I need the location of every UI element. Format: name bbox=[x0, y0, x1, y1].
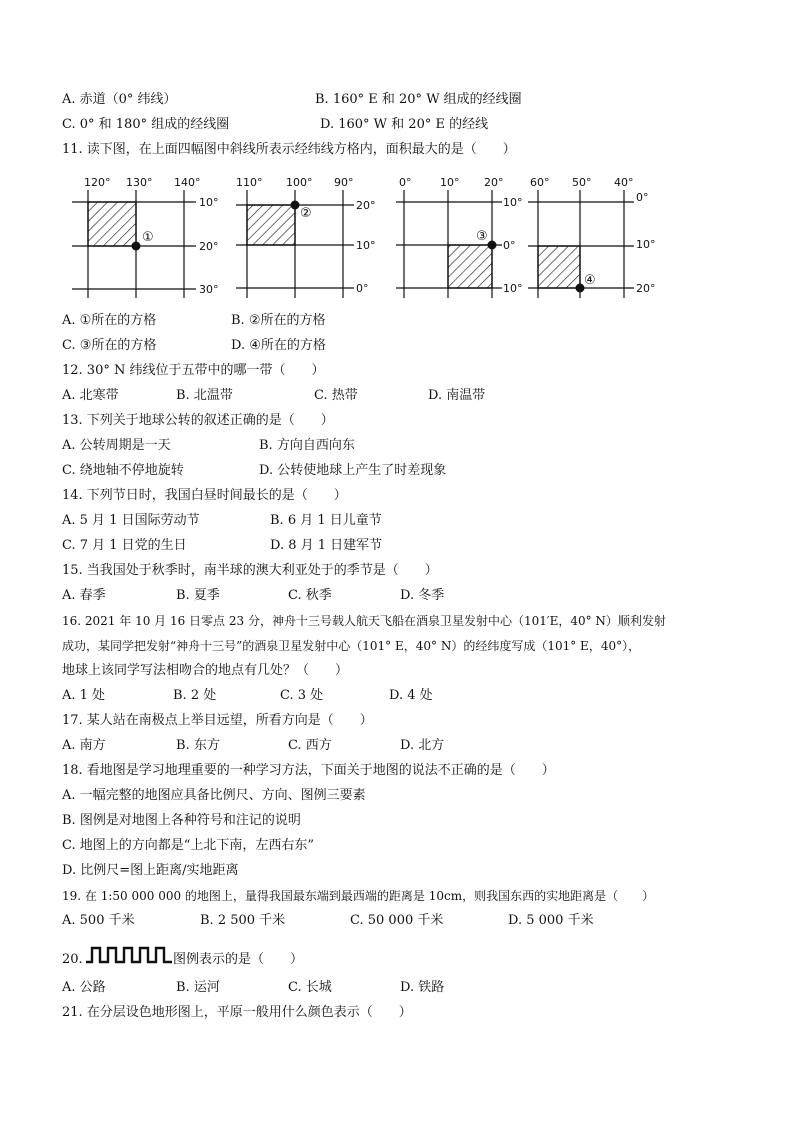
grid-1-point-dot bbox=[132, 242, 141, 251]
grid-1 bbox=[72, 176, 219, 298]
q15-option-b: B. 夏季 bbox=[176, 588, 220, 603]
q20-option-c: C. 长城 bbox=[288, 980, 332, 995]
grid-2-point-dot bbox=[291, 201, 300, 210]
q18-option-b: B. 图例是对地图上各种符号和注记的说明 bbox=[62, 813, 301, 828]
q20-option-b: B. 运河 bbox=[176, 980, 220, 995]
grid-3-marker: ③ bbox=[476, 229, 488, 244]
grid-3-side-label: 10° bbox=[503, 196, 523, 209]
q20-stem: 图例表示的是（ ） bbox=[173, 952, 304, 967]
grid-4-side-label: 0° bbox=[636, 191, 649, 204]
q16-stem-line2: 成功，某同学把发射“神舟十三号”的酒泉卫星发射中心（101° E，40° N）的经纬度写成（101° E，40°）， bbox=[62, 639, 641, 653]
q10-option-d: D. 160° W 和 20° E 的经线 bbox=[320, 117, 489, 132]
q20-option-a: A. 公路 bbox=[62, 980, 106, 995]
q11-grid-figure bbox=[62, 168, 682, 308]
q12-option-b: B. 北温带 bbox=[176, 388, 233, 403]
q17-option-c: C. 西方 bbox=[288, 738, 332, 753]
q11-option-b: B. ②所在的方格 bbox=[231, 313, 326, 328]
q10-option-c: C. 0° 和 180° 组成的经线圈 bbox=[62, 117, 230, 132]
grid-1-side-label: 30° bbox=[199, 283, 219, 296]
q19-option-a: A. 500 千米 bbox=[62, 913, 135, 928]
q14-option-c: C. 7 月 1 日党的生日 bbox=[62, 538, 187, 553]
q12-option-d: D. 南温带 bbox=[428, 388, 486, 403]
grid-1-side-label: 10° bbox=[199, 196, 219, 209]
grid-3-side-label: 10° bbox=[503, 282, 523, 295]
grid-4-top-label: 50° bbox=[572, 176, 592, 189]
q18-option-c: C. 地图上的方向都是“上北下南，左西右东” bbox=[62, 838, 315, 853]
q17-option-d: D. 北方 bbox=[400, 738, 445, 753]
q11-option-a: A. ①所在的方格 bbox=[62, 313, 157, 328]
q14-option-d: D. 8 月 1 日建军节 bbox=[270, 538, 383, 553]
q19-option-d: D. 5 000 千米 bbox=[508, 913, 594, 928]
q15-option-a: A. 春季 bbox=[62, 588, 106, 603]
grid-1-side-label: 20° bbox=[199, 240, 219, 253]
grid-1-top-label: 130° bbox=[126, 176, 153, 189]
q16-option-c: C. 3 处 bbox=[280, 688, 324, 703]
q20-option-d: D. 铁路 bbox=[400, 980, 445, 995]
grid-1-hatched-cell bbox=[88, 202, 136, 246]
q12-option-a: A. 北寒带 bbox=[62, 388, 119, 403]
grid-2-side-label: 10° bbox=[356, 239, 376, 252]
q14-option-a: A. 5 月 1 日国际劳动节 bbox=[62, 513, 200, 528]
grid-3-side-label: 0° bbox=[503, 239, 516, 252]
q16-option-b: B. 2 处 bbox=[173, 688, 217, 703]
q13-option-d: D. 公转使地球上产生了时差现象 bbox=[259, 463, 447, 478]
grid-3-point-dot bbox=[488, 241, 497, 250]
q12-option-c: C. 热带 bbox=[314, 388, 358, 403]
grid-3-top-label: 20° bbox=[484, 176, 504, 189]
grid-3-top-label: 10° bbox=[440, 176, 460, 189]
grid-2-side-label: 20° bbox=[356, 199, 376, 212]
grid-4 bbox=[528, 176, 656, 298]
q18-option-d: D. 比例尺=图上距离/实地距离 bbox=[62, 863, 239, 878]
q18-stem: 18. 看地图是学习地理重要的一种学习方法，下面关于地图的说法不正确的是（ ） bbox=[62, 763, 555, 778]
grid-4-marker: ④ bbox=[584, 273, 596, 288]
grid-1-top-label: 120° bbox=[84, 176, 111, 189]
q11-option-c: C. ③所在的方格 bbox=[62, 338, 157, 353]
q13-option-b: B. 方向自西向东 bbox=[259, 438, 355, 453]
q13-option-c: C. 绕地轴不停地旋转 bbox=[62, 463, 184, 478]
great-wall-legend-symbol bbox=[86, 944, 172, 966]
q21-stem: 21. 在分层设色地形图上，平原一般用什么颜色表示（ ） bbox=[62, 1005, 412, 1020]
grid-2-top-label: 90° bbox=[334, 176, 354, 189]
grid-4-side-label: 10° bbox=[636, 238, 656, 251]
grid-4-hatched-cell bbox=[538, 246, 580, 288]
grid-3-top-label: 0° bbox=[399, 176, 412, 189]
q17-option-a: A. 南方 bbox=[62, 738, 106, 753]
q17-stem: 17. 某人站在南极点上举目远望，所看方向是（ ） bbox=[62, 713, 373, 728]
q16-option-a: A. 1 处 bbox=[62, 688, 106, 703]
grid-3-hatched-cell bbox=[448, 245, 492, 288]
q11-stem: 11. 读下图，在上面四幅图中斜线所表示经纬线方格内，面积最大的是（ ） bbox=[62, 142, 516, 157]
q19-option-b: B. 2 500 千米 bbox=[200, 913, 286, 928]
grid-3 bbox=[396, 176, 523, 298]
q19-option-c: C. 50 000 千米 bbox=[350, 913, 444, 928]
grid-2-side-label: 0° bbox=[356, 282, 369, 295]
grid-2-marker: ② bbox=[300, 206, 312, 221]
grid-1-top-label: 140° bbox=[174, 176, 201, 189]
grid-2-hatched-cell bbox=[247, 205, 295, 245]
q15-stem: 15. 当我国处于秋季时，南半球的澳大利亚处于的季节是（ ） bbox=[62, 563, 438, 578]
grid-4-top-label: 60° bbox=[530, 176, 550, 189]
q14-stem: 14. 下列节日时，我国白昼时间最长的是（ ） bbox=[62, 488, 347, 503]
grid-1-marker: ① bbox=[142, 230, 154, 245]
q16-stem-line1: 16. 2021 年 10 月 16 日零点 23 分，神舟十三号载人航天飞船在酒泉卫星发射中心（101′E，40° N）顺利发射 bbox=[62, 614, 666, 628]
grid-4-top-label: 40° bbox=[614, 176, 634, 189]
q13-option-a: A. 公转周期是一天 bbox=[62, 438, 171, 453]
q10-option-a: A. 赤道（0° 纬线） bbox=[62, 92, 177, 107]
q16-option-d: D. 4 处 bbox=[389, 688, 433, 703]
q20-number: 20. bbox=[62, 952, 83, 967]
q10-option-b: B. 160° E 和 20° W 组成的经线圈 bbox=[315, 92, 522, 107]
grid-2-top-label: 100° bbox=[286, 176, 313, 189]
q15-option-d: D. 冬季 bbox=[400, 588, 445, 603]
grid-2 bbox=[236, 176, 376, 298]
q19-stem: 19. 在 1:50 000 000 的地图上，量得我国最东端到最西端的距离是 10cm，则我国东西的实地距离是（ ） bbox=[62, 889, 655, 903]
q14-option-b: B. 6 月 1 日儿童节 bbox=[270, 513, 382, 528]
grid-2-top-label: 110° bbox=[236, 176, 263, 189]
q18-option-a: A. 一幅完整的地图应具备比例尺、方向、图例三要素 bbox=[62, 788, 366, 803]
q15-option-c: C. 秋季 bbox=[288, 588, 332, 603]
grid-4-side-label: 20° bbox=[636, 282, 656, 295]
q11-option-d: D. ④所在的方格 bbox=[231, 338, 326, 353]
q16-stem-line3: 地球上该同学写法相吻合的地点有几处？（ ） bbox=[62, 663, 349, 678]
q13-stem: 13. 下列关于地球公转的叙述正确的是（ ） bbox=[62, 413, 334, 428]
q12-stem: 12. 30° N 纬线位于五带中的哪一带（ ） bbox=[62, 363, 325, 378]
q17-option-b: B. 东方 bbox=[176, 738, 220, 753]
